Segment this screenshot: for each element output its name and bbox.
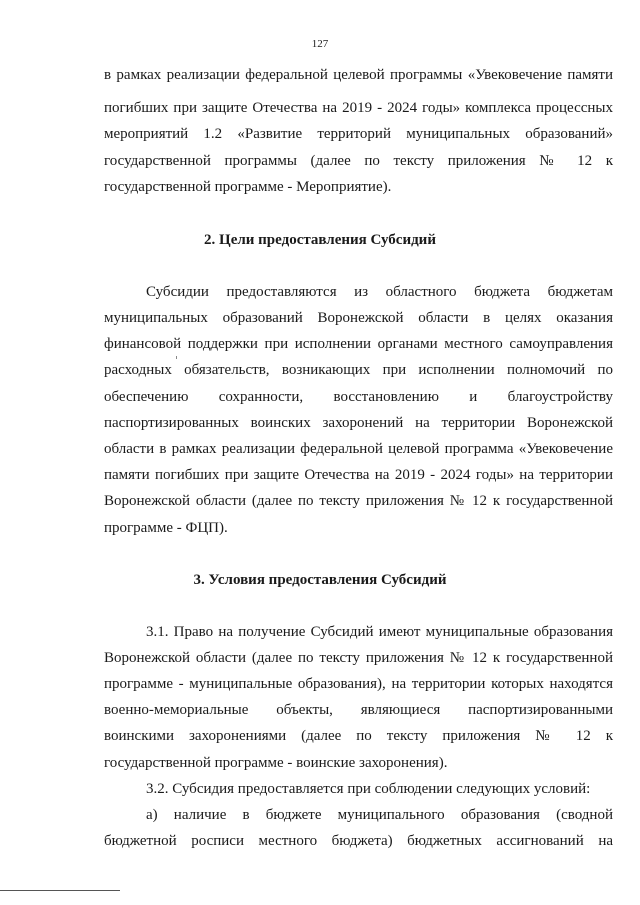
paragraph-line: военно-мемориальные объекты, являющиеся паспортизированными	[104, 702, 613, 718]
paragraph-line: области в рамках реализации федеральной целевой программа «Увековечение	[104, 441, 613, 457]
paragraph-line: обеспечению сохранности, восстановлению и благоустройству	[104, 389, 613, 405]
section-heading: 3. Условия предоставления Субсидий	[193, 572, 447, 588]
paragraph-line: Субсидии предоставляются из областного бюджета бюджетам	[146, 284, 613, 300]
page-number: 127	[311, 38, 329, 50]
paragraph-line: государственной программе - Мероприятие).	[104, 179, 392, 195]
paragraph-line: программе - ФЦП).	[104, 520, 228, 536]
paragraph-line: муниципальных образований Воронежской области в целях оказания	[104, 310, 613, 326]
paragraph-line: финансовой поддержки при исполнении органами местного самоуправления	[104, 336, 613, 352]
paragraph-line: 3.2. Субсидия предоставляется при соблюдении следующих условий:	[146, 781, 591, 797]
footer-rule	[0, 890, 120, 891]
paragraph-line: государственной программы (далее по тексту приложения № 12 к	[104, 153, 613, 169]
paragraph-line: бюджетной росписи местного бюджета) бюджетных ассигнований на	[104, 833, 613, 849]
section-heading: 2. Цели предоставления Субсидий	[204, 232, 436, 248]
paragraph-line: а) наличие в бюджете муниципального образования (сводной	[146, 807, 613, 823]
paragraph-line: в рамках реализации федеральной целевой программы «Увековечение памяти	[104, 67, 613, 83]
paragraph-line: 3.1. Право на получение Субсидий имеют муниципальные образования	[146, 624, 613, 640]
paragraph-line: погибших при защите Отечества на 2019 - 2024 годы» комплекса процессных	[104, 100, 613, 116]
paragraph-line: Воронежской области (далее по тексту приложения № 12 к государственной	[104, 493, 613, 509]
paragraph-line: воинскими захоронениями (далее по тексту приложения № 12 к	[104, 728, 613, 744]
scan-speck	[176, 356, 177, 359]
paragraph-line: Воронежской области (далее по тексту приложения № 12 к государственной	[104, 650, 613, 666]
paragraph-line: расходных обязательств, возникающих при исполнении полномочий по	[104, 362, 613, 378]
paragraph-line: паспортизированных воинских захоронений на территории Воронежской	[104, 415, 613, 431]
paragraph-line: мероприятий 1.2 «Развитие территорий муниципальных образований»	[104, 126, 613, 142]
paragraph-line: программе - муниципальные образования), на территории которых находятся	[104, 676, 613, 692]
paragraph-line: памяти погибших при защите Отечества на 2019 - 2024 годы» на территории	[104, 467, 613, 483]
paragraph-line: государственной программе - воинские захоронения).	[104, 755, 448, 771]
